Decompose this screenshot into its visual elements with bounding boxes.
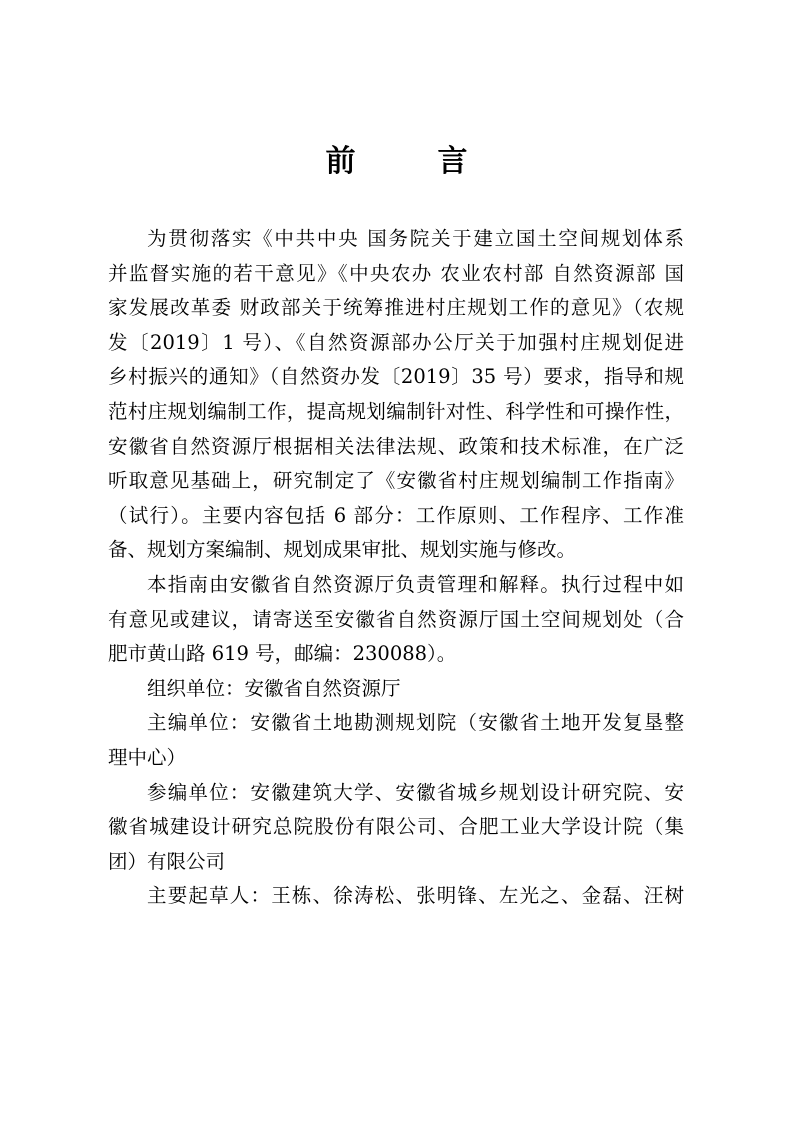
text-line: 范村庄规划编制工作，提高规划编制针对性、科学性和可操作性， xyxy=(108,399,684,423)
text-line: 本指南由安徽省自然资源厅负责管理和解释。执行过程中如 xyxy=(147,572,684,596)
text-line: 家发展改革委 财政部关于统筹推进村庄规划工作的意见》（农规 xyxy=(108,296,684,320)
text-line: 主要起草人：王栋、徐涛松、张明锋、左光之、金磊、汪树 xyxy=(147,884,684,908)
text-line: 为贯彻落实《中共中央 国务院关于建立国土空间规划体系 xyxy=(147,227,684,250)
paragraph-background xyxy=(108,222,684,568)
text-line: 主编单位：安徽省土地勘测规划院（安徽省土地开发复垦整 xyxy=(147,711,684,735)
paragraph-responsibility xyxy=(108,568,684,672)
paragraph-chief-editor xyxy=(108,706,684,775)
text-line: 并监督实施的若干意见》《中央农办 农业农村部 自然资源部 国 xyxy=(108,261,684,285)
text-line: 安徽省自然资源厅根据相关法律法规、政策和技术标准，在广泛 xyxy=(108,434,684,458)
text-line: 发〔2019〕1 号）、《自然资源部办公厅关于加强村庄规划促进 xyxy=(108,330,684,354)
text-line: 徽省城建设计研究总院股份有限公司、合肥工业大学设计院（集 xyxy=(108,815,684,839)
paragraph-co-editors xyxy=(108,776,684,880)
text-line: 肥市黄山路 619 号，邮编：230088）。 xyxy=(108,642,457,666)
paragraph-organizer xyxy=(108,672,684,707)
document-body xyxy=(108,222,684,914)
text-line: （试行）。主要内容包括 6 部分：工作原则、工作程序、工作准 xyxy=(108,503,684,527)
text-line: 有意见或建议，请寄送至安徽省自然资源厅国土空间规划处（合 xyxy=(108,607,684,631)
text-line: 组织单位：安徽省自然资源厅 xyxy=(147,676,401,700)
text-line: 备、规划方案编制、规划成果审批、规划实施与修改。 xyxy=(108,538,577,562)
text-line: 参编单位：安徽建筑大学、安徽省城乡规划设计研究院、安 xyxy=(147,780,684,804)
text-line: 乡村振兴的通知》（自然资办发〔2019〕35 号）要求，指导和规 xyxy=(108,365,684,389)
paragraph-drafters xyxy=(108,879,684,914)
text-line: 理中心） xyxy=(108,745,187,769)
text-line: 听取意见基础上，研究制定了《安徽省村庄规划编制工作指南》 xyxy=(108,469,684,493)
page-title: 前 言 xyxy=(325,144,494,179)
text-line: 团）有限公司 xyxy=(108,849,226,873)
